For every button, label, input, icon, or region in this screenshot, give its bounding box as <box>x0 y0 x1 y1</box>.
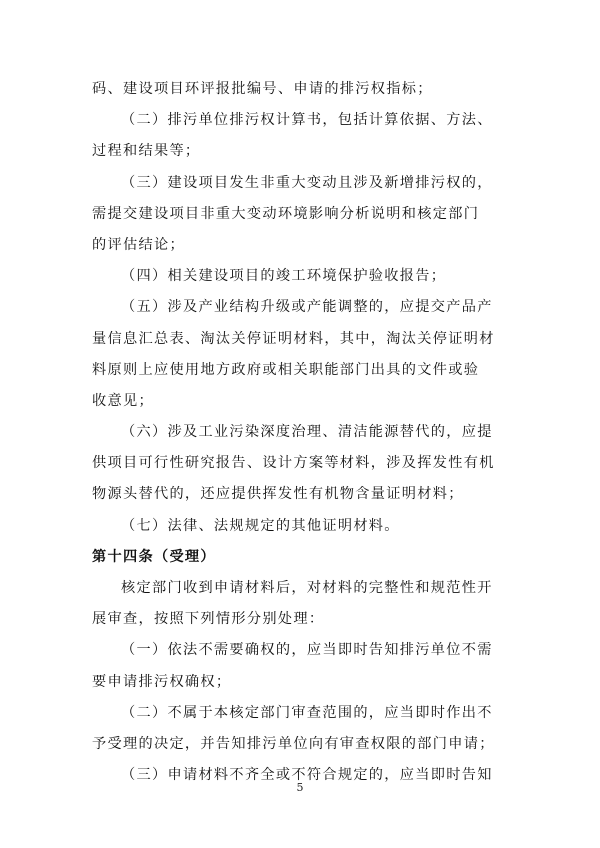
article-heading: 第十四条（受理） <box>92 548 216 565</box>
text-line: 的评估结论； <box>92 236 185 253</box>
document-body <box>92 74 508 791</box>
text-line: （七）法律、法规规定的其他证明材料。 <box>121 517 400 534</box>
text-line: （二）不属于本核定部门审查范围的，应当即时作出不 <box>121 704 493 721</box>
text-line: 供项目可行性研究报告、设计方案等材料，涉及挥发性有机 <box>92 455 495 472</box>
text-line: 要申请排污权确权； <box>92 673 232 690</box>
text-line: 量信息汇总表、淘汰关停证明材料，其中，淘汰关停证明材 <box>92 330 495 347</box>
text-line: 需提交建设项目非重大变动环境影响分析说明和核定部门 <box>92 205 480 222</box>
text-line: 码、建设项目环评报批编号、申请的排污权指标； <box>92 81 433 97</box>
text-line: （三）申请材料不齐全或不符合规定的，应当即时告知 <box>121 767 493 784</box>
page-number: 5 <box>296 781 304 794</box>
text-line: 收意见； <box>92 392 154 409</box>
text-line: 过程和结果等； <box>92 143 201 160</box>
text-line: （四）相关建设项目的竣工环境保护验收报告； <box>121 268 447 285</box>
text-line: 物源头替代的，还应提供挥发性有机物含量证明材料； <box>92 486 464 503</box>
text-line: （五）涉及产业结构升级或产能调整的，应提交产品产 <box>121 299 493 316</box>
text-line: （六）涉及工业污染深度治理、清洁能源替代的，应提 <box>121 424 493 441</box>
text-line: （三）建设项目发生非重大变动且涉及新增排污权的， <box>121 174 493 191</box>
text-line: （一）依法不需要确权的，应当即时告知排污单位不需 <box>121 642 493 659</box>
text-line: （二）排污单位排污权计算书，包括计算依据、方法、 <box>121 112 493 129</box>
text-line: 予受理的决定，并告知排污单位向有审查权限的部门申请； <box>92 735 495 752</box>
text-line: 展审查，按照下列情形分别处理： <box>92 611 325 628</box>
text-line: 料原则上应使用地方政府或相关职能部门出具的文件或验 <box>92 361 480 378</box>
text-line: 核定部门收到申请材料后，对材料的完整性和规范性开 <box>121 580 493 596</box>
